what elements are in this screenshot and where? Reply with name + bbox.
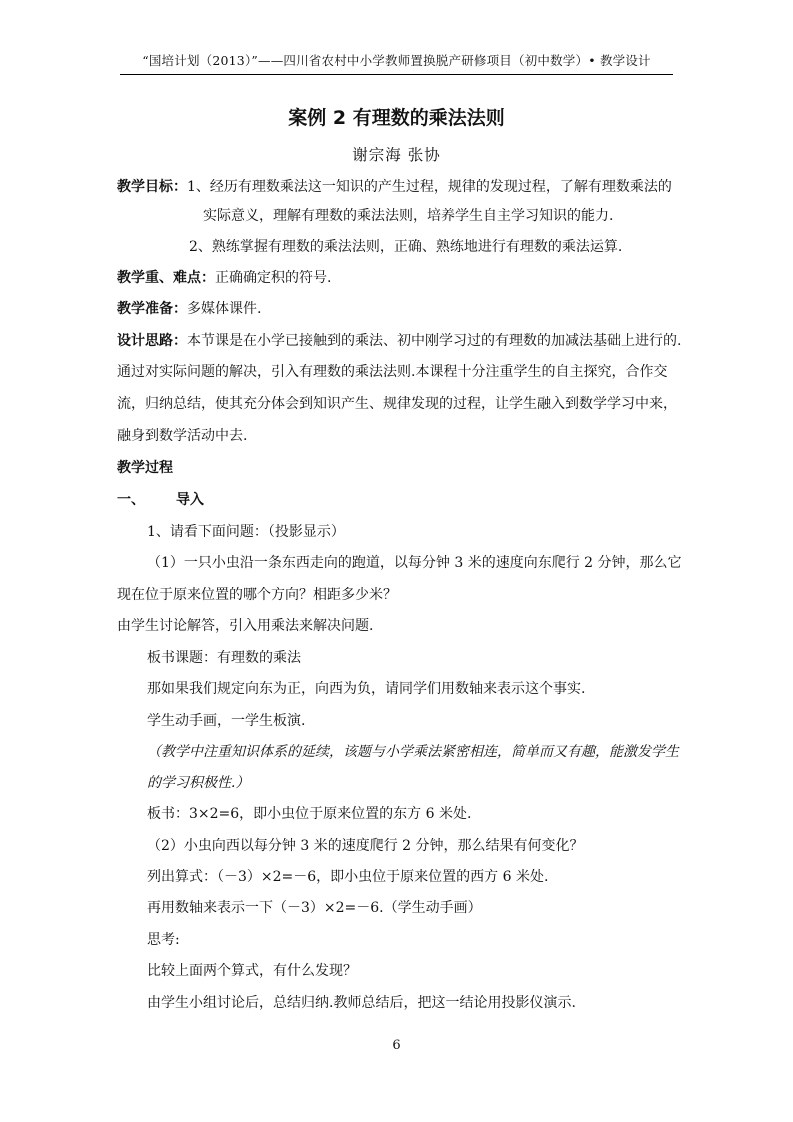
page-number: 6 (392, 1038, 401, 1053)
objectives-line-1 (117, 177, 672, 197)
preparation-line (117, 299, 261, 319)
document-title: 案例 2 有理数的乘法法则 (288, 107, 505, 129)
design-text-1: 本节课是在小学已接触到的乘法、初中刚学习过的有理数的加减法基础上进行的. (187, 333, 682, 349)
process-line: 比较上面两个算式，有什么发现？ (147, 963, 357, 979)
section-1-number: 一、 (117, 492, 145, 508)
process-line: 现在位于原来位置的哪个方向？相距多少米？ (117, 587, 397, 603)
process-line: （2）小虫向西以每分钟 3 米的速度爬行 2 分钟，那么结果有何变化？ (147, 838, 584, 854)
process-line: 那如果我们规定向东为正，向西为负，请同学们用数轴来表示这个事实. (147, 681, 586, 697)
key-points-label: 教学重、难点： (117, 270, 215, 286)
teaching-note-continued: 的学习积极性.） (147, 775, 250, 791)
process-line: 板书课题：有理数的乘法 (147, 650, 301, 666)
objective-1-text: 1、经历有理数乘法这一知识的产生过程，规律的发现过程，了解有理数乘法的 (187, 179, 672, 195)
running-header: “国培计划（2013）”——四川省农村中小学教师置换脱产研修项目（初中数学）• 教学设计 (142, 53, 651, 68)
key-points-line (117, 268, 331, 288)
preparation-text: 多媒体课件. (187, 301, 262, 317)
process-line: （1）一只小虫沿一条东西走向的跑道，以每分钟 3 米的速度向东爬行 2 分钟，那么它 (147, 555, 682, 571)
design-line-3: 流，归纳总结，使其充分体会到知识产生、规律发现的过程，让学生融入到数学学习中来， (117, 396, 677, 412)
design-line-4: 融身到数学活动中去. (117, 428, 248, 444)
process-line: 由学生小组讨论后，总结归纳.教师总结后，把这一结论用投影仪演示. (147, 995, 576, 1011)
process-line: 1、请看下面问题：（投影显示） (147, 524, 345, 540)
design-line-1 (117, 331, 681, 351)
preparation-label: 教学准备： (117, 301, 187, 317)
header-rule (120, 74, 673, 75)
process-line: 由学生讨论解答，引入用乘法来解决问题. (117, 618, 374, 634)
process-line: 再用数轴来表示一下（－3）×2=－6.（学生动手画） (147, 900, 482, 916)
section-1-title: 导入 (176, 492, 204, 508)
objective-2: 2、熟练掌握有理数的乘法法则，正确、熟练地进行有理数的乘法运算. (189, 239, 623, 255)
design-line-2: 通过对实际问题的解决，引入有理数的乘法法则.本课程十分注重学生的自主探究，合作交 (117, 364, 668, 380)
process-heading: 教学过程 (117, 460, 173, 476)
teaching-note: （教学中注重知识体系的延续，该题与小学乘法紧密相连，简单而又有趣，能激发学生 (147, 744, 679, 760)
objective-1-continued: 实际意义，理解有理数的乘法法则，培养学生自主学习知识的能力. (203, 208, 614, 224)
key-points-text: 正确确定积的符号. (215, 270, 332, 286)
design-label: 设计思路： (117, 333, 187, 349)
process-line: 列出算式：（－3）×2=－6，即小虫位于原来位置的西方 6 米处. (147, 869, 549, 885)
process-line: 思考: (147, 932, 180, 948)
objectives-label: 教学目标： (117, 179, 187, 195)
authors: 谢宗海 张协 (352, 146, 441, 164)
process-line: 学生动手画，一学生板演. (147, 713, 306, 729)
process-line: 板书：3×2=6，即小虫位于原来位置的东方 6 米处. (147, 806, 472, 822)
